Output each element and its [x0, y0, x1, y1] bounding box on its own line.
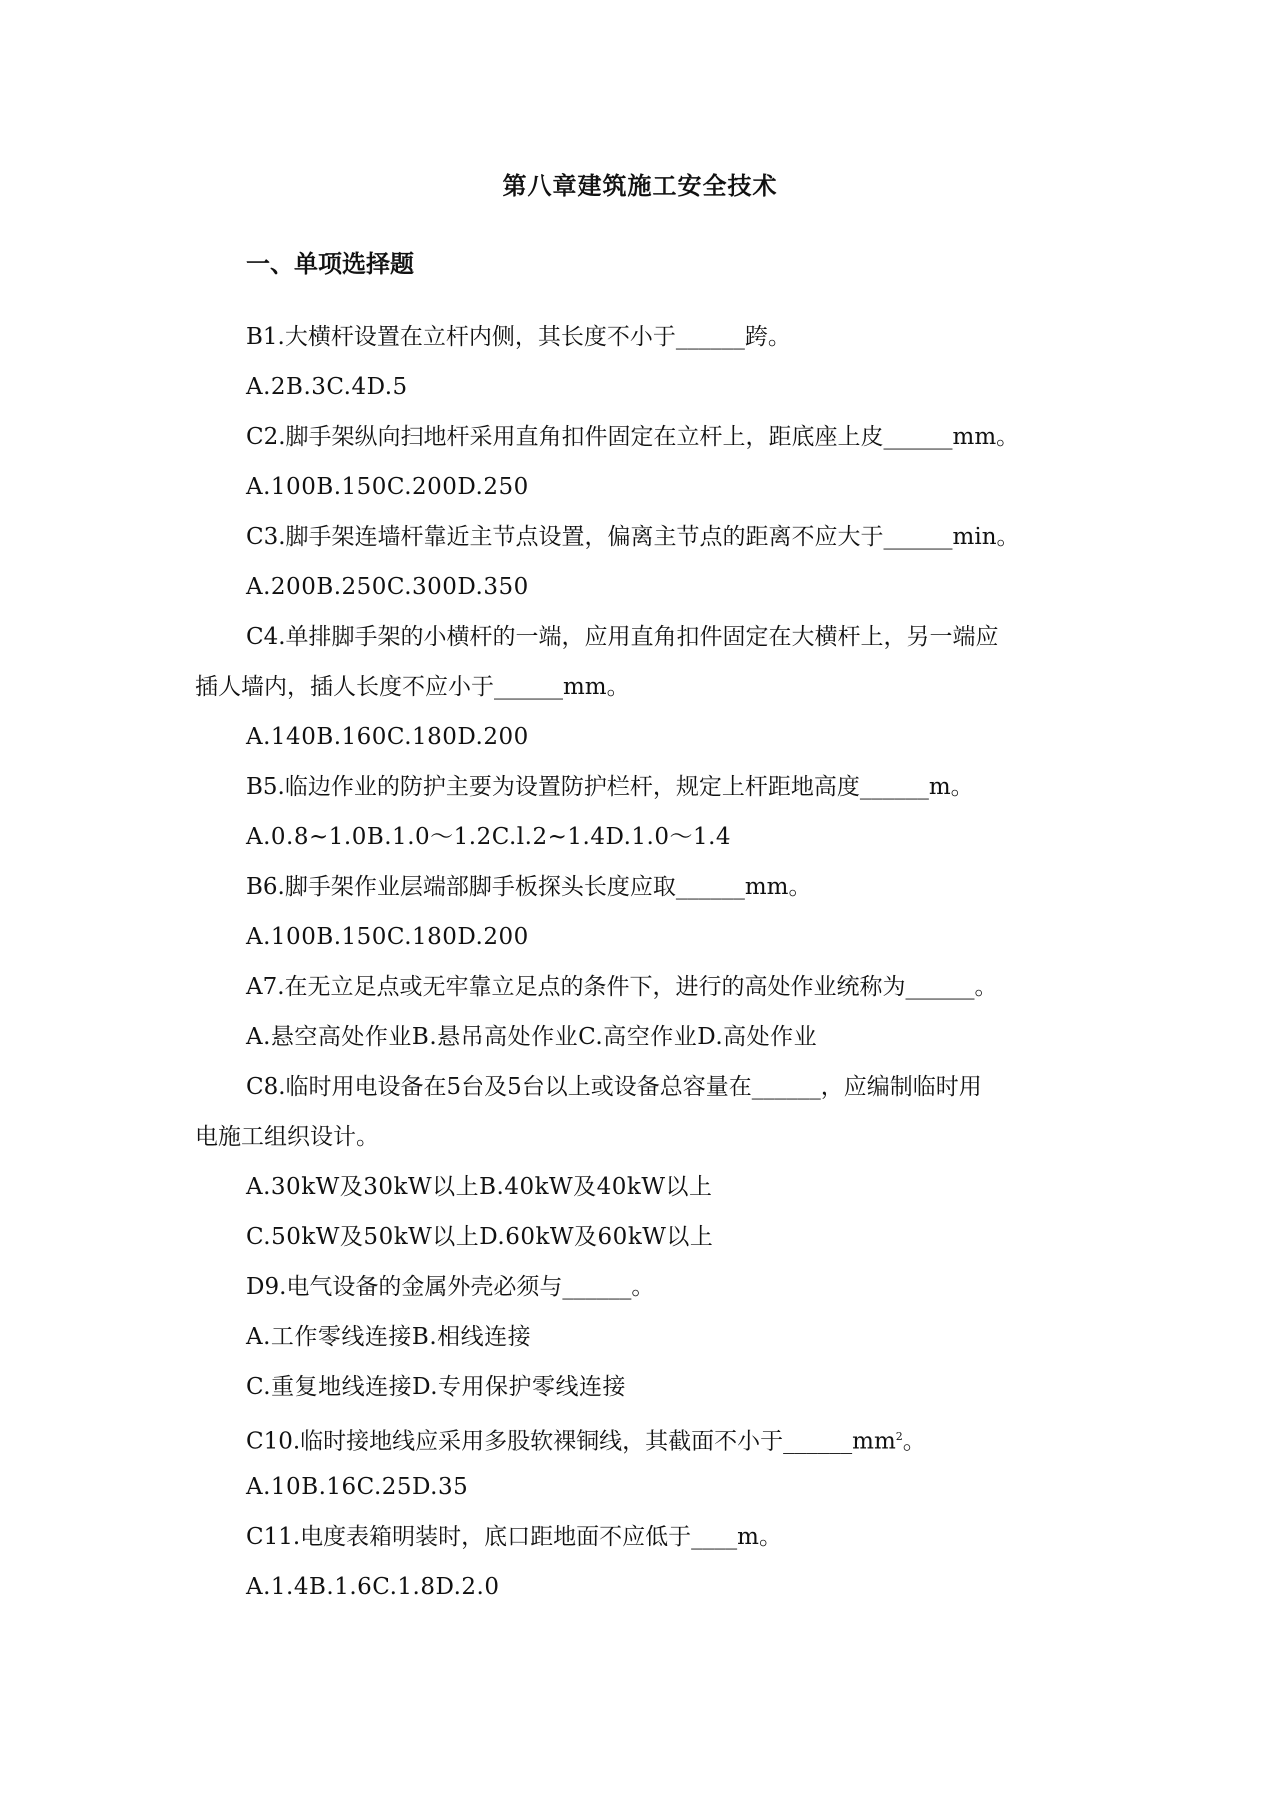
options-10: A.10B.16C.25D.35 — [246, 1474, 469, 1500]
question-2: C2.脚手架纵向扫地杆采用直角扣件固定在立杆上，距底座上皮______mm。 — [246, 424, 1020, 450]
options-2: A.100B.150C.200D.250 — [246, 474, 529, 500]
question-11: C11.电度表箱明装时，底口距地面不应低于____m。 — [246, 1524, 782, 1550]
question-10-text: C10.临时接地线应采用多股软裸铜线，其截面不小于______mm — [246, 1428, 896, 1455]
question-1: B1.大横杆设置在立杆内侧，其长度不小于______跨。 — [246, 324, 791, 350]
chapter-title: 第八章建筑施工安全技术 — [502, 172, 778, 200]
question-7: A7.在无立足点或无牢靠立足点的条件下，进行的高处作业统称为______。 — [246, 974, 998, 1000]
question-4-line-2: 插人墙内，插人长度不应小于______mm。 — [195, 674, 630, 700]
question-8-line-2: 电施工组织设计。 — [195, 1124, 379, 1150]
options-7: A.悬空高处作业B.悬吊高处作业C.高空作业D.高处作业 — [246, 1024, 818, 1050]
question-4-line-1: C4.单排脚手架的小横杆的一端，应用直角扣件固定在大横杆上，另一端应 — [246, 624, 999, 650]
options-8-line-1: A.30kW及30kW以上B.40kW及40kW以上 — [246, 1174, 713, 1200]
question-8-line-1: C8.临时用电设备在5台及5台以上或设备总容量在______，应编制临时用 — [246, 1074, 982, 1100]
question-6: B6.脚手架作业层端部脚手板探头长度应取______mm。 — [246, 874, 812, 900]
question-3: C3.脚手架连墙杆靠近主节点设置，偏离主节点的距离不应大于______min。 — [246, 524, 1020, 550]
section-heading: 一、单项选择题 — [246, 250, 414, 278]
options-9-line-2: C.重复地线连接D.专用保护零线连接 — [246, 1374, 627, 1400]
options-1: A.2B.3C.4D.5 — [246, 374, 408, 400]
options-11: A.1.4B.1.6C.1.8D.2.0 — [246, 1574, 500, 1600]
question-9: D9.电气设备的金属外壳必须与______。 — [246, 1274, 655, 1300]
options-5: A.0.8~1.0B.1.0～1.2C.l.2~1.4D.1.0～1.4 — [246, 824, 732, 850]
question-10 — [246, 1422, 926, 1457]
options-4: A.140B.160C.180D.200 — [246, 724, 529, 750]
options-3: A.200B.250C.300D.350 — [246, 574, 529, 600]
options-8-line-2: C.50kW及50kW以上D.60kW及60kW以上 — [246, 1224, 714, 1250]
options-6: A.100B.150C.180D.200 — [246, 924, 529, 950]
question-5: B5.临边作业的防护主要为设置防护栏杆，规定上杆距地高度______m。 — [246, 774, 974, 800]
superscript-2: 2 — [895, 1430, 903, 1443]
question-10-end: 。 — [902, 1428, 926, 1455]
options-9-line-1: A.工作零线连接B.相线连接 — [246, 1324, 532, 1350]
